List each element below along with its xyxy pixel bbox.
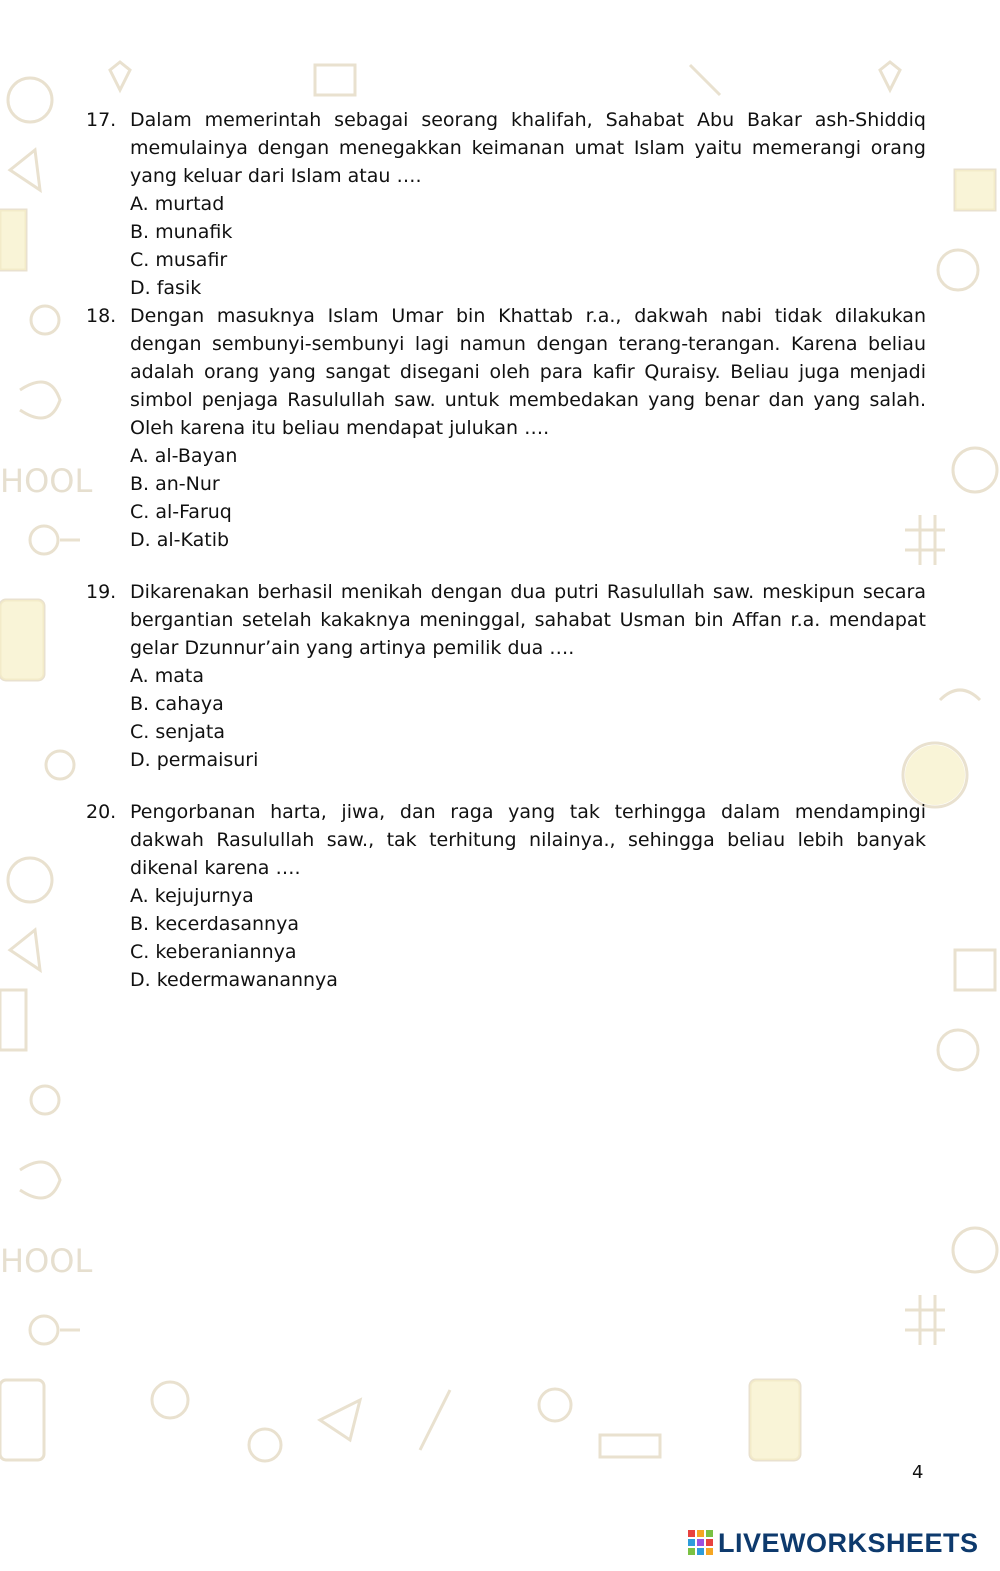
tictactoe-doodle-2 (905, 1295, 945, 1345)
answer-options (86, 442, 926, 554)
smiley-doodle (938, 250, 978, 290)
question-text: Dengan masuknya Islam Umar bin Khattab r.a., dakwah nabi tidak dilakukan dengan sembunyi-sembunyi lagi namun dengan terang-terangan. Karena beliau adalah orang yang sangat disegani oleh para kafir Quraisy. Beliau juga menjadi simbol penjaga Rasulullah saw. untuk membedakan yang benar dan yang salah. Oleh karena itu beliau mendapat julukan …. (130, 305, 926, 439)
heart-doodle (110, 62, 130, 90)
option-d[interactable]: D. al-Katib (130, 529, 230, 551)
answer-options (86, 662, 926, 774)
option-d[interactable]: D. fasik (130, 277, 202, 299)
option-c[interactable]: C. senjata (130, 721, 225, 743)
apple-doodle (31, 306, 59, 334)
pencil-doodle-bottom (420, 1390, 450, 1450)
question-17 (86, 106, 926, 302)
atom-doodle-2 (953, 1228, 997, 1272)
flower-doodle (46, 751, 74, 779)
option-d[interactable]: D. permaisuri (130, 749, 259, 771)
liveworksheets-logo-text: LIVEWORKSHEETS (718, 1527, 979, 1558)
question-number: 18. (86, 305, 117, 327)
question-number: 19. (86, 581, 117, 603)
liveworksheets-logo[interactable] (688, 1528, 979, 1558)
sad-face-doodle (249, 1429, 281, 1461)
pencil-doodle-top (690, 65, 720, 95)
question-number: 20. (86, 801, 117, 823)
calculator-fill-3 (750, 1380, 800, 1460)
liveworksheets-logo-icon (688, 1530, 714, 1556)
option-b[interactable]: B. an-Nur (130, 473, 220, 495)
glasses-doodle (30, 526, 80, 554)
answer-options (86, 882, 926, 994)
border-word-2: HOOL (0, 1242, 93, 1280)
balloon-doodle (152, 1382, 188, 1418)
question-19 (86, 578, 926, 774)
glasses-doodle-2 (30, 1316, 80, 1344)
option-d[interactable]: D. kedermawanannya (130, 969, 338, 991)
border-word: HOOL (0, 462, 93, 500)
atom-doodle (953, 448, 997, 492)
option-b[interactable]: B. cahaya (130, 693, 224, 715)
question-text: Pengorbanan harta, jiwa, dan raga yang tak terhingga dalam mendampingi dakwah Rasulullah saw., tak terhitung nilainya., sehingga beliau lebih banyak dikenal karena …. (130, 801, 926, 879)
page-number: 4 (912, 1462, 924, 1483)
magnet-doodle (20, 382, 60, 418)
option-c[interactable]: C. musafir (130, 249, 228, 271)
apple-doodle-2 (31, 1086, 59, 1114)
ruler-fill (0, 210, 26, 270)
cube-doodle-2 (955, 950, 995, 990)
pencil-doodle (10, 150, 40, 190)
question-list (86, 106, 926, 994)
option-a[interactable]: A. al-Bayan (130, 445, 238, 467)
question-number: 17. (86, 109, 117, 131)
smiley-doodle-2 (938, 1030, 978, 1070)
question-20 (86, 798, 926, 994)
option-a[interactable]: A. kejujurnya (130, 885, 254, 907)
option-b[interactable]: B. kecerdasannya (130, 913, 299, 935)
magnet-doodle-2 (20, 1162, 60, 1198)
option-c[interactable]: C. keberaniannya (130, 941, 297, 963)
pencil-doodle-2 (10, 930, 40, 970)
calculator-fill (0, 600, 44, 680)
planet-doodle (539, 1389, 571, 1421)
ruler-doodle-2 (0, 990, 26, 1050)
option-c[interactable]: C. al-Faruq (130, 501, 232, 523)
option-a[interactable]: A. mata (130, 665, 204, 687)
question-text: Dalam memerintah sebagai seorang khalifah, Sahabat Abu Bakar ash-Shiddiq memulainya dengan menegakkan keimanan umat Islam yaitu memerangi orang yang keluar dari Islam atau …. (130, 109, 926, 187)
option-a[interactable]: A. murtad (130, 193, 225, 215)
calculator-doodle-2 (0, 1380, 44, 1460)
heart-doodle-2 (880, 62, 900, 90)
question-18 (86, 302, 926, 554)
eraser-doodle (600, 1435, 660, 1457)
paper-plane-doodle (320, 1400, 360, 1440)
option-b[interactable]: B. munafik (130, 221, 233, 243)
cube-fill (955, 170, 995, 210)
question-text: Dikarenakan berhasil menikah dengan dua putri Rasulullah saw. meskipun secara bergantian setelah kakaknya meninggal, sahabat Usman bin Affan r.a. mendapat gelar Dzunnur’ain yang artinya pemilik dua …. (130, 581, 926, 659)
book-doodle (315, 65, 355, 95)
answer-options (86, 190, 926, 302)
palette-doodle (8, 78, 52, 122)
wifi-doodle (940, 690, 980, 700)
palette-doodle-2 (8, 858, 52, 902)
